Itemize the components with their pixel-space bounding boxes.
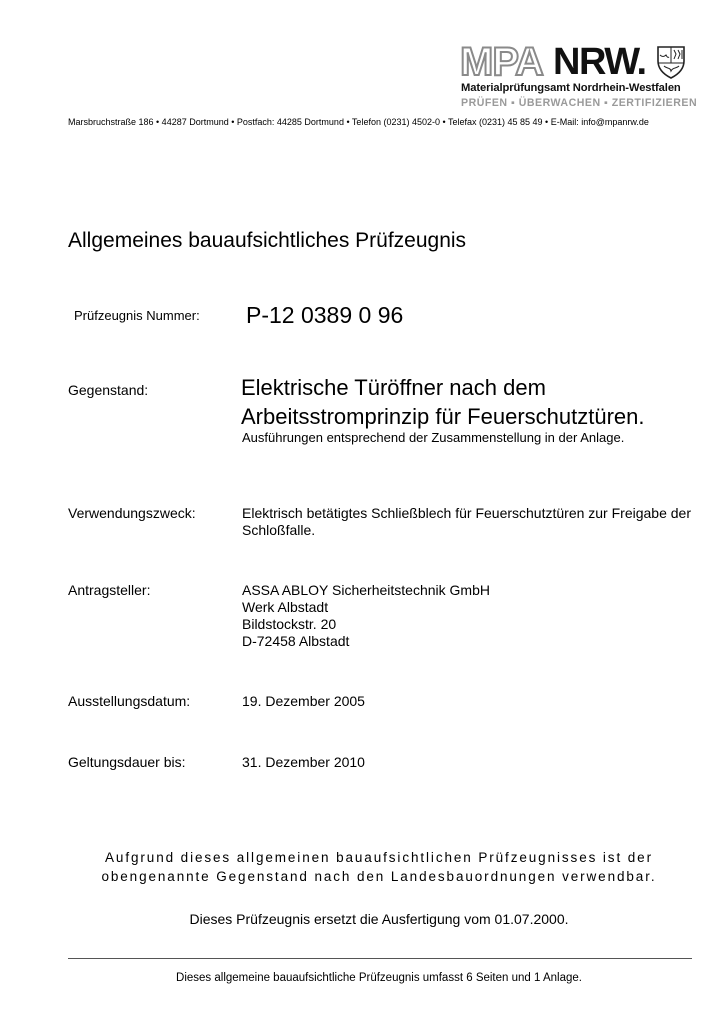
subject-note: Ausführungen entsprechend der Zusammenstellung in der Anlage. [242,430,625,445]
logo-wordmark [460,42,692,82]
applicant-address [242,582,490,650]
certificate-number-label: Prüfzeugnis Nummer: [74,308,200,323]
purpose-label: Verwendungszweck: [68,505,196,521]
applicant-city: D-72458 Albstadt [242,633,350,649]
purpose-text: Elektrisch betätigtes Schließblech für Feuerschutztüren zur Freigabe der Schloßfalle. [242,505,691,538]
subject-text [241,373,645,431]
page-count-footer: Dieses allgemeine bauaufsichtliche Prüfzeugnis umfasst 6 Seiten und 1 Anlage. [176,972,582,984]
footer-divider [68,958,692,959]
subject-line-1: Elektrische Türöffner nach dem [241,375,546,400]
certificate-number: P-12 0389 0 96 [246,302,404,328]
address-line: Marsbruchstraße 186 • 44287 Dortmund • Postfach: 44285 Dortmund • Telefon (0231) 4502-0 • Telefax (0231) 45 85 49 • E-Mail: info@mpanrw.de [68,117,649,127]
validity-label: Geltungsdauer bis: [68,754,186,770]
usage-notice-line-1: Aufgrund dieses allgemeinen bauaufsichtlichen Prüfzeugnisses ist der [105,850,653,865]
subject-label: Gegenstand: [68,382,149,398]
usage-notice [68,848,690,886]
subject-line-2: Arbeitsstromprinzip für Feuerschutztüren. [241,404,645,429]
issue-date-label: Ausstellungsdatum: [68,693,191,709]
mpa-nrw-logo [460,40,698,112]
usage-notice-line-2: obengenannte Gegenstand nach den Landesbauordnungen verwendbar. [101,869,657,884]
validity-date: 31. Dezember 2010 [242,754,365,770]
applicant-company: ASSA ABLOY Sicherheitstechnik GmbH [242,582,490,598]
document-title: Allgemeines bauaufsichtliches Prüfzeugnis [68,229,467,252]
issue-date: 19. Dezember 2005 [242,693,365,709]
logo-subtitle: Materialprüfungsamt Nordrhein-Westfalen [461,82,681,94]
replacement-note: Dieses Prüfzeugnis ersetzt die Ausfertigung vom 01.07.2000. [189,911,569,927]
logo-nrw-text: NRW. [553,41,646,83]
applicant-plant: Werk Albstadt [242,599,329,615]
applicant-label: Antragsteller: [68,582,151,598]
applicant-street: Bildstockstr. 20 [242,616,337,632]
logo-mpa-text: MPA [460,40,543,84]
nrw-crest-icon [656,45,686,79]
logo-tagline: PRÜFEN ▪ ÜBERWACHEN ▪ ZERTIFIZIEREN [461,97,698,109]
